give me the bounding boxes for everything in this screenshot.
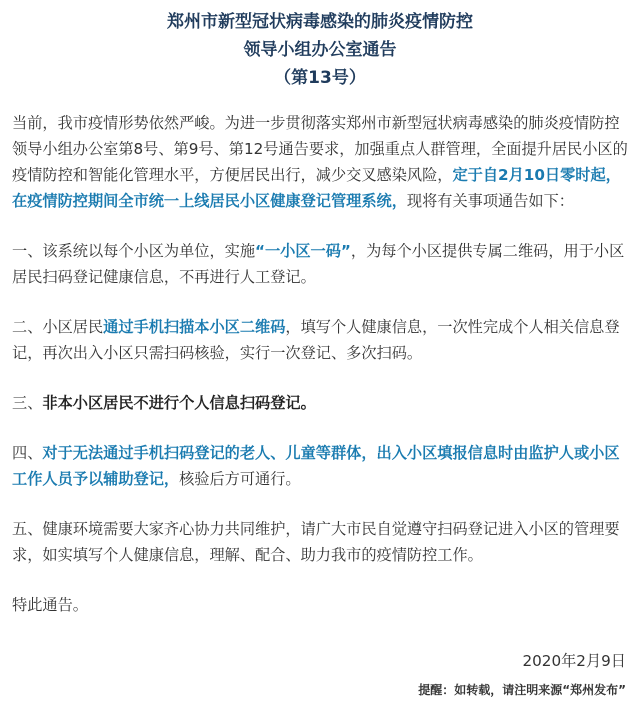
item-3-text: 三、 [12,394,43,412]
header-title-line-2: 领导小组办公室通告 [243,40,397,60]
intro-paragraph [12,110,630,214]
item-1-text: 一、该系统以每个小区为单位，实施 [12,242,255,260]
intro-highlight: 定于自2月10日零时起，在疫情防控期间全市统一上线居民小区健康登记管理系统， [12,166,621,210]
item-1-text-end: ，为每个小区提供专属二维码，用于小区居民扫码登记健康信息，不再进行人工登记。 [12,242,625,286]
item-2-text-end: ，填写个人健康信息，一次性完成个人相关信息登记，再次出入小区只需扫码核验，实行一次登记、多次扫码。 [12,318,620,362]
item-5-text: 五、健康环境需要大家齐心协力共同维护，请广大市民自觉遵守扫码登记进入小区的管理要求，如实填写个人健康信息，理解、配合、助力我市的疫情防控工作。 [12,520,620,564]
item-2-highlight: 通过手机扫描本小区二维码 [103,318,286,336]
announcement-header [0,8,640,92]
repost-notice: 提醒：如转载，请注明来源“郑州发布” [418,683,626,697]
item-5-paragraph [12,516,630,568]
header-issue-number: （第13号） [274,68,366,88]
intro-text-end: 现将有关事项通告如下： [406,192,574,210]
header-title-line-1: 郑州市新型冠状病毒感染的肺炎疫情防控 [167,12,473,32]
item-1-highlight: “一小区一码” [255,242,351,260]
item-4-paragraph [12,440,630,492]
item-2-paragraph [12,314,630,366]
item-4-highlight: 对于无法通过手机扫码登记的老人、儿童等群体，出入小区填报信息时由监护人或小区工作人员予以辅助登记， [12,444,620,488]
item-1-paragraph [12,238,630,290]
item-4-text-end: 核验后方可通行。 [179,470,301,488]
item-2-text: 二、小区居民 [12,318,104,336]
issue-date: 2020年2月9日 [522,652,626,670]
item-3-paragraph [12,390,630,416]
item-3-bold: 非本小区居民不进行个人信息扫码登记。 [42,394,316,412]
intro-text: 当前，我市疫情形势依然严峻。为进一步贯彻落实郑州市新型冠状病毒感染的肺炎疫情防控领导小组办公室第8号、第9号、第12号通告要求，加强重点人群管理，全面提升居民小区的疫情防控和智能化管理水平，方便居民出行，减少交叉感染风险， [12,114,628,184]
item-4-text: 四、 [12,444,43,462]
closing-line: 特此通告。 [12,596,88,614]
announcement-body [12,110,630,642]
